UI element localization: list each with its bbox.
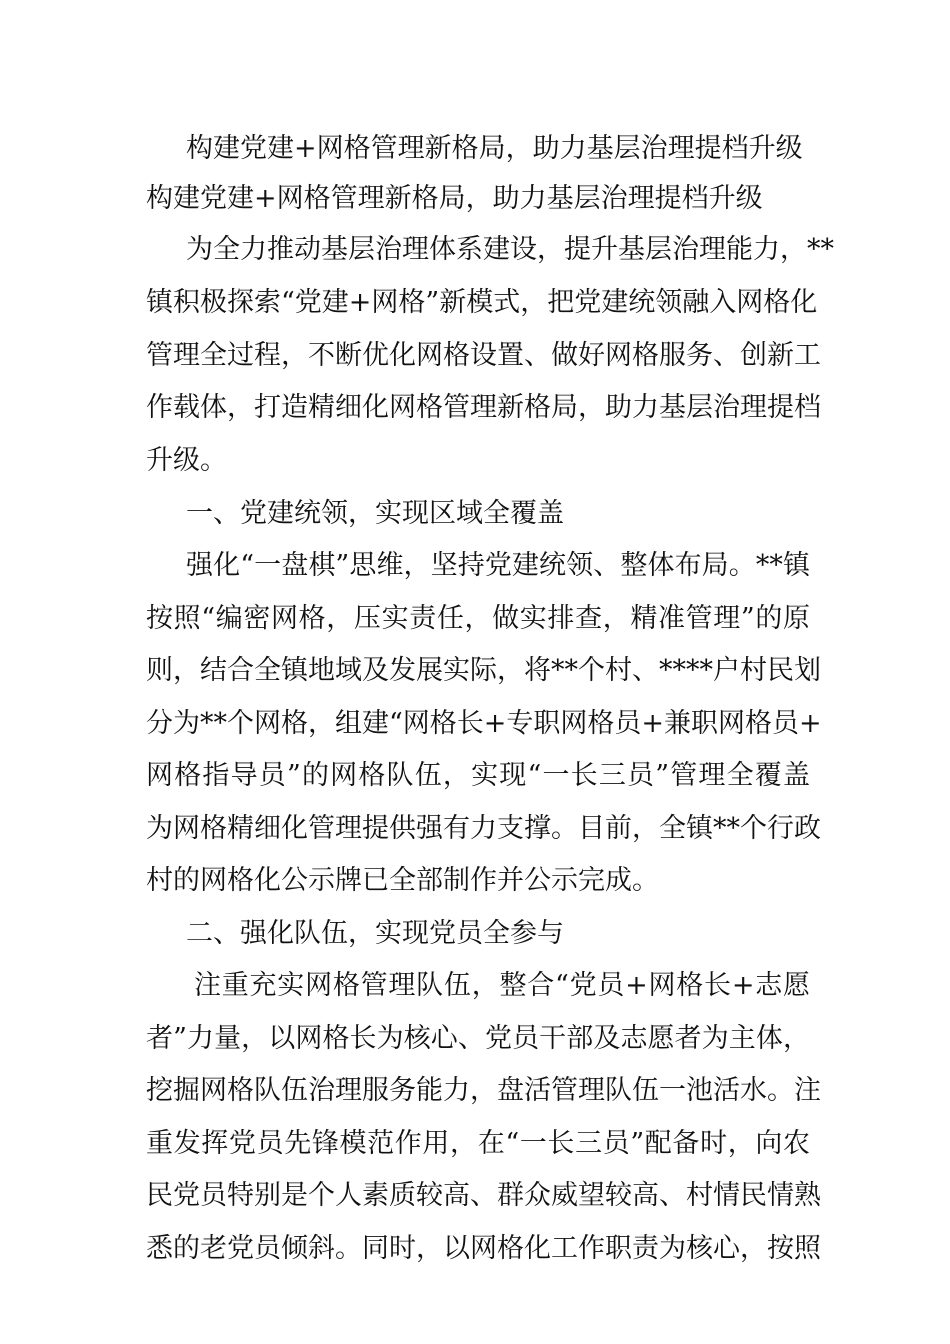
intro-line-1: 为全力推动基层治理体系建设，提升基层治理能力，** xyxy=(186,234,834,265)
section-1-line-2: 按照“编密网格，压实责任，做实排查，精准管理”的原 xyxy=(146,603,810,634)
section-2-line-3: 挖掘网格队伍治理服务能力，盘活管理队伍一池活水。注 xyxy=(146,1075,821,1106)
section-1-line-6: 为网格精细化管理提供强有力支撑。目前，全镇**个行政 xyxy=(146,813,821,844)
intro-line-5: 升级。 xyxy=(146,445,227,476)
section-1-line-1: 强化“一盘棋”思维，坚持党建统领、整体布局。**镇 xyxy=(186,550,810,581)
section-2-line-1: 注重充实网格管理队伍，整合“党员+网格长+志愿 xyxy=(194,970,810,1001)
section-1-line-3: 则，结合全镇地域及发展实际，将**个村、****户村民划 xyxy=(146,655,821,686)
section-1-line-4: 分为**个网格，组建“网格长+专职网格员+兼职网格员+ xyxy=(146,708,822,739)
section-2-line-6: 悉的老党员倾斜。同时，以网格化工作职责为核心，按照 xyxy=(146,1233,821,1264)
section-1-line-5: 网格指导员”的网格队伍，实现“一长三员”管理全覆盖 xyxy=(146,760,810,791)
intro-line-4: 作载体，打造精细化网格管理新格局，助力基层治理提档 xyxy=(146,392,821,423)
section-2-line-4: 重发挥党员先锋模范作用，在“一长三员”配备时，向农 xyxy=(146,1128,810,1159)
section-1-line-7: 村的网格化公示牌已全部制作并公示完成。 xyxy=(146,865,659,896)
document-title-repeat: 构建党建+网格管理新格局，助力基层治理提档升级 xyxy=(146,183,763,214)
section-2-line-5: 民党员特别是个人素质较高、群众威望较高、村情民情熟 xyxy=(146,1180,821,1211)
section-1-heading: 一、党建统领，实现区域全覆盖 xyxy=(186,498,564,529)
section-2-heading: 二、强化队伍，实现党员全参与 xyxy=(186,918,564,949)
document-title: 构建党建+网格管理新格局，助力基层治理提档升级 xyxy=(186,133,803,164)
intro-line-3: 管理全过程，不断优化网格设置、做好网格服务、创新工 xyxy=(146,340,821,371)
section-2-line-2: 者”力量，以网格长为核心、党员干部及志愿者为主体， xyxy=(146,1023,810,1054)
intro-line-2: 镇积极探索“党建+网格”新模式，把党建统领融入网格化 xyxy=(146,287,818,318)
